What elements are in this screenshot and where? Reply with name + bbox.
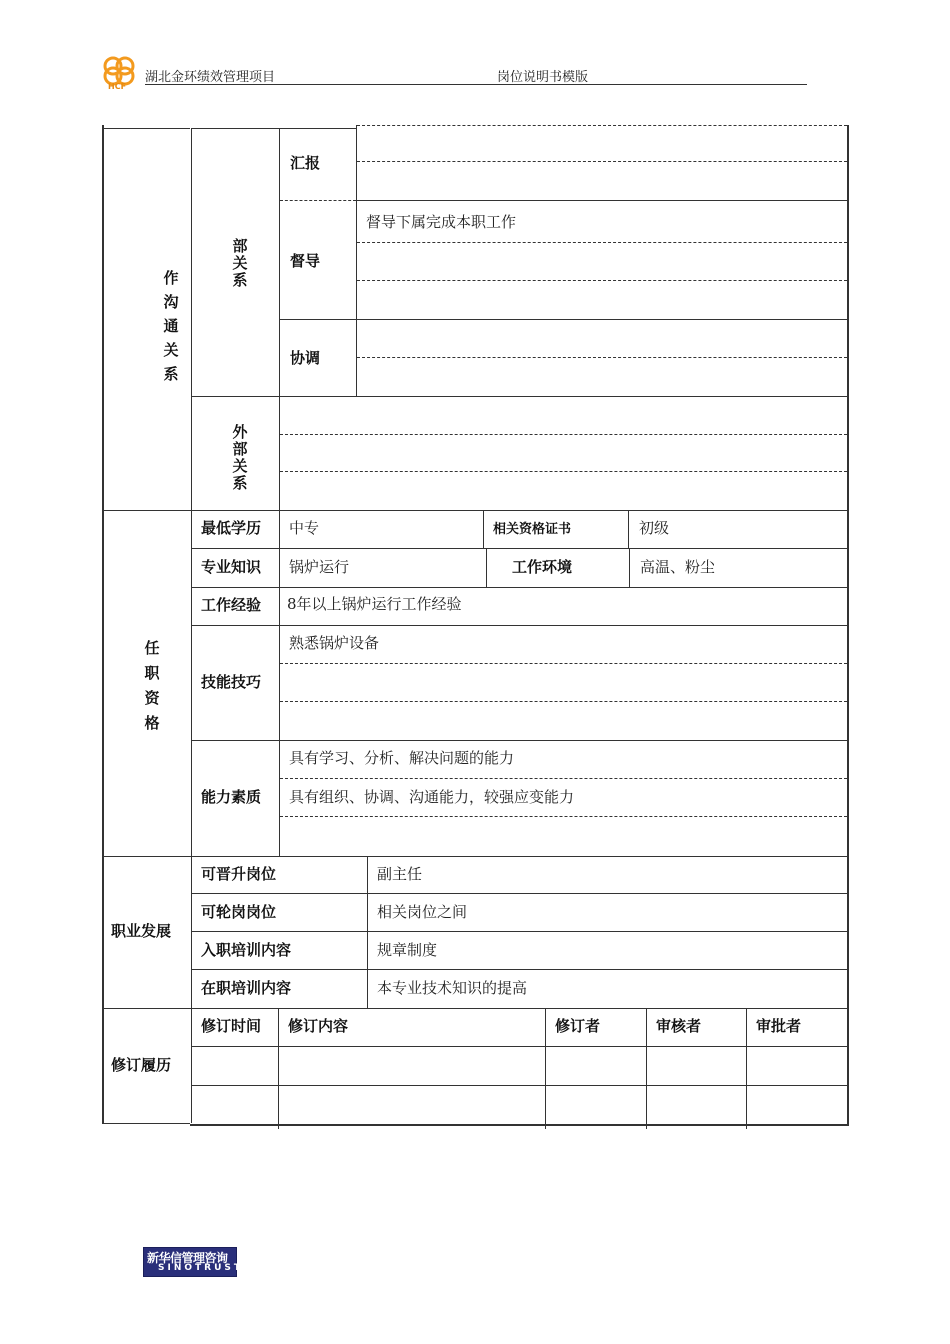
revision-section-label: 修订履历 [111,1056,172,1074]
education-value: 中专 [289,519,320,537]
skills-value: 熟悉锅炉设备 [289,634,380,652]
ability-value-1: 具有学习、分析、解决问题的能力 [289,749,515,767]
revision-header-reviewer: 审核者 [656,1017,702,1035]
qualification-section-label: 任职资格 [144,639,160,732]
certificate-value: 初级 [639,519,670,537]
report-label: 汇报 [290,154,321,172]
company-logo [100,55,138,91]
education-label: 最低学历 [201,519,262,537]
ability-value-2: 具有组织、协调、沟通能力，较强应变能力 [289,788,575,806]
career-value-rotation: 相关岗位之间 [377,903,468,921]
communication-section-label: 作沟通关系 [163,269,179,383]
experience-label: 工作经验 [201,596,262,614]
sinotrust-logo [143,1247,244,1277]
career-label-rotation: 可轮岗岗位 [201,903,277,921]
revision-header-approver: 审批者 [756,1017,802,1035]
project-name: 湖北金环绩效管理项目 [145,70,276,85]
skills-label: 技能技巧 [201,673,262,691]
revision-header-content: 修订内容 [288,1017,349,1035]
document-title: 岗位说明书模版 [497,70,589,85]
career-value-promotion: 副主任 [377,865,423,883]
logo-text: HCF [108,82,127,91]
certificate-label: 相关资格证书 [493,522,572,537]
career-section-label: 职业发展 [111,922,172,940]
environment-label: 工作环境 [512,558,573,576]
header-rule [145,84,807,85]
coordinate-label: 协调 [290,349,321,367]
internal-relations-label: 部关系 [232,237,248,289]
revision-header-time: 修订时间 [201,1017,262,1035]
career-value-inservice: 本专业技术知识的提高 [377,979,528,997]
ability-label: 能力素质 [201,788,262,806]
environment-value: 高温、粉尘 [640,558,716,576]
sinotrust-logo-cn: 新华信管理咨询 [147,1251,228,1265]
career-label-promotion: 可晋升岗位 [201,865,277,883]
external-relations-label: 外部关系 [232,423,248,492]
knowledge-value: 锅炉运行 [289,558,350,576]
revision-header-reviser: 修订者 [555,1017,601,1035]
supervise-value: 督导下属完成本职工作 [366,213,517,231]
career-label-inservice: 在职培训内容 [201,979,292,997]
experience-value: 8年以上锅炉运行工作经验 [287,595,462,613]
career-value-onboarding: 规章制度 [377,941,438,959]
knowledge-label: 专业知识 [201,558,262,576]
sinotrust-logo-en: SINOTRUST [158,1263,244,1273]
supervise-label: 督导 [290,252,321,270]
career-label-onboarding: 入职培训内容 [201,941,292,959]
